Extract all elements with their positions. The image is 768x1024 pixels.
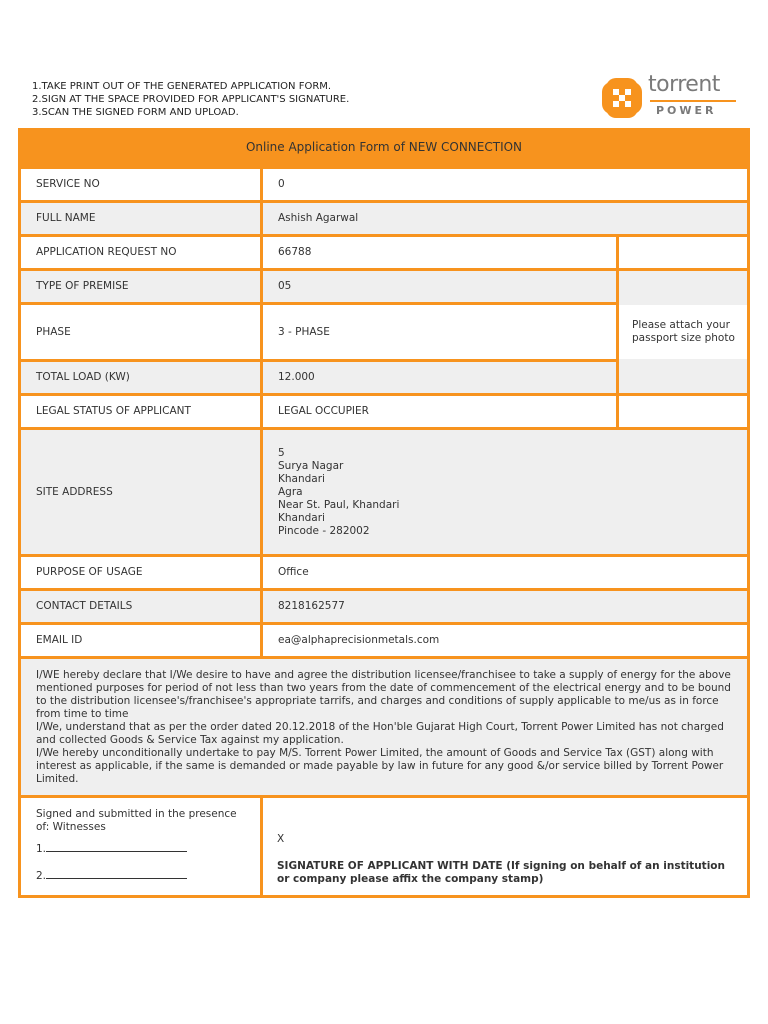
contact-value: 8218162577 (263, 591, 747, 622)
full-name-value: Ashish Agarwal (263, 203, 747, 234)
declaration (21, 659, 747, 795)
witness-1-line (46, 842, 187, 852)
address-line: Khandari (278, 511, 325, 524)
full-name-label: FULL NAME (21, 203, 260, 234)
declaration-para-2: I/We, understand that as per the order dated 20.12.2018 of the Hon'ble Gujarat High Court, Torrent Power Limited has not charged and collected Goods & Service Tax against my application. (36, 721, 724, 746)
app-request-no-label: APPLICATION REQUEST NO (21, 237, 260, 268)
legal-status-label: LEGAL STATUS OF APPLICANT (21, 396, 260, 427)
service-no-value: 0 (263, 169, 747, 200)
address-line: Agra (278, 485, 303, 498)
logo-underline (650, 100, 736, 102)
instructions (32, 80, 349, 119)
site-address-label: SITE ADDRESS (21, 430, 260, 554)
instruction-1: 1.TAKE PRINT OUT OF THE GENERATED APPLICATION FORM. (32, 81, 332, 92)
phase-label: PHASE (21, 305, 260, 359)
address-line: 5 (278, 446, 285, 459)
legal-status-value: LEGAL OCCUPIER (263, 396, 616, 427)
contact-label: CONTACT DETAILS (21, 591, 260, 622)
purpose-value: Office (263, 557, 747, 588)
declaration-para-1: I/WE hereby declare that I/We desire to have and agree the distribution licensee/franchisee to take a supply of energy for the above mentioned purposes for period of not less than two years from the date of commencement of the electrical energy and to be bound to the distribution licensee's/franchisee's appropriate tarrifs, and charges and conditions of supply applicable to me/us as in force from time to time (36, 669, 731, 720)
witness-block (21, 798, 260, 895)
address-line: Pincode - 282002 (278, 524, 370, 537)
site-address-value (263, 430, 747, 554)
purpose-label: PURPOSE OF USAGE (21, 557, 260, 588)
total-load-label: TOTAL LOAD (KW) (21, 362, 260, 393)
email-value: ea@alphaprecisionmetals.com (263, 625, 747, 656)
witness-2-line (46, 869, 187, 879)
torrent-power-logo (602, 74, 742, 120)
logo-wordmark: torrent (648, 72, 720, 97)
application-form (18, 128, 750, 898)
photo-box (619, 271, 747, 393)
service-no-label: SERVICE NO (21, 169, 260, 200)
witness-text: Signed and submitted in the presence of: Witnesses (36, 808, 237, 833)
photo-box-row-last (619, 396, 747, 427)
photo-box-row-1 (619, 237, 747, 268)
premise-type-label: TYPE OF PREMISE (21, 271, 260, 302)
app-request-no-value: 66788 (263, 237, 616, 268)
declaration-para-3: I/We hereby unconditionally undertake to pay M/S. Torrent Power Limited, the amount of Goods and Service Tax (GST) along with interest as applicable, if the same is demanded or made payable by law in future for any good &/or service billed by Torrent Power Limited. (36, 747, 724, 785)
signature-block (263, 798, 747, 895)
witness-2: 2. (36, 869, 245, 883)
signature-mark: X (277, 833, 285, 845)
address-line: Khandari (278, 472, 325, 485)
premise-type-value: 05 (263, 271, 616, 302)
logo-subtext: POWER (656, 104, 717, 117)
witness-1: 1. (36, 842, 245, 856)
address-line: Surya Nagar (278, 459, 344, 472)
torrent-logo-icon (602, 78, 642, 118)
instruction-2: 2.SIGN AT THE SPACE PROVIDED FOR APPLICANT'S SIGNATURE. (32, 94, 350, 105)
total-load-value: 12.000 (263, 362, 616, 393)
form-title: Online Application Form of NEW CONNECTION (245, 140, 523, 154)
address-line: Near St. Paul, Khandari (278, 498, 400, 511)
signature-caption: SIGNATURE OF APPLICANT WITH DATE (If signing on behalf of an institution or company please affix the company stamp) (277, 860, 725, 885)
phase-value: 3 - PHASE (263, 305, 616, 359)
email-label: EMAIL ID (21, 625, 260, 656)
passport-photo-note: Please attach your passport size photo (619, 305, 747, 359)
instruction-3: 3.SCAN THE SIGNED FORM AND UPLOAD. (32, 107, 239, 118)
